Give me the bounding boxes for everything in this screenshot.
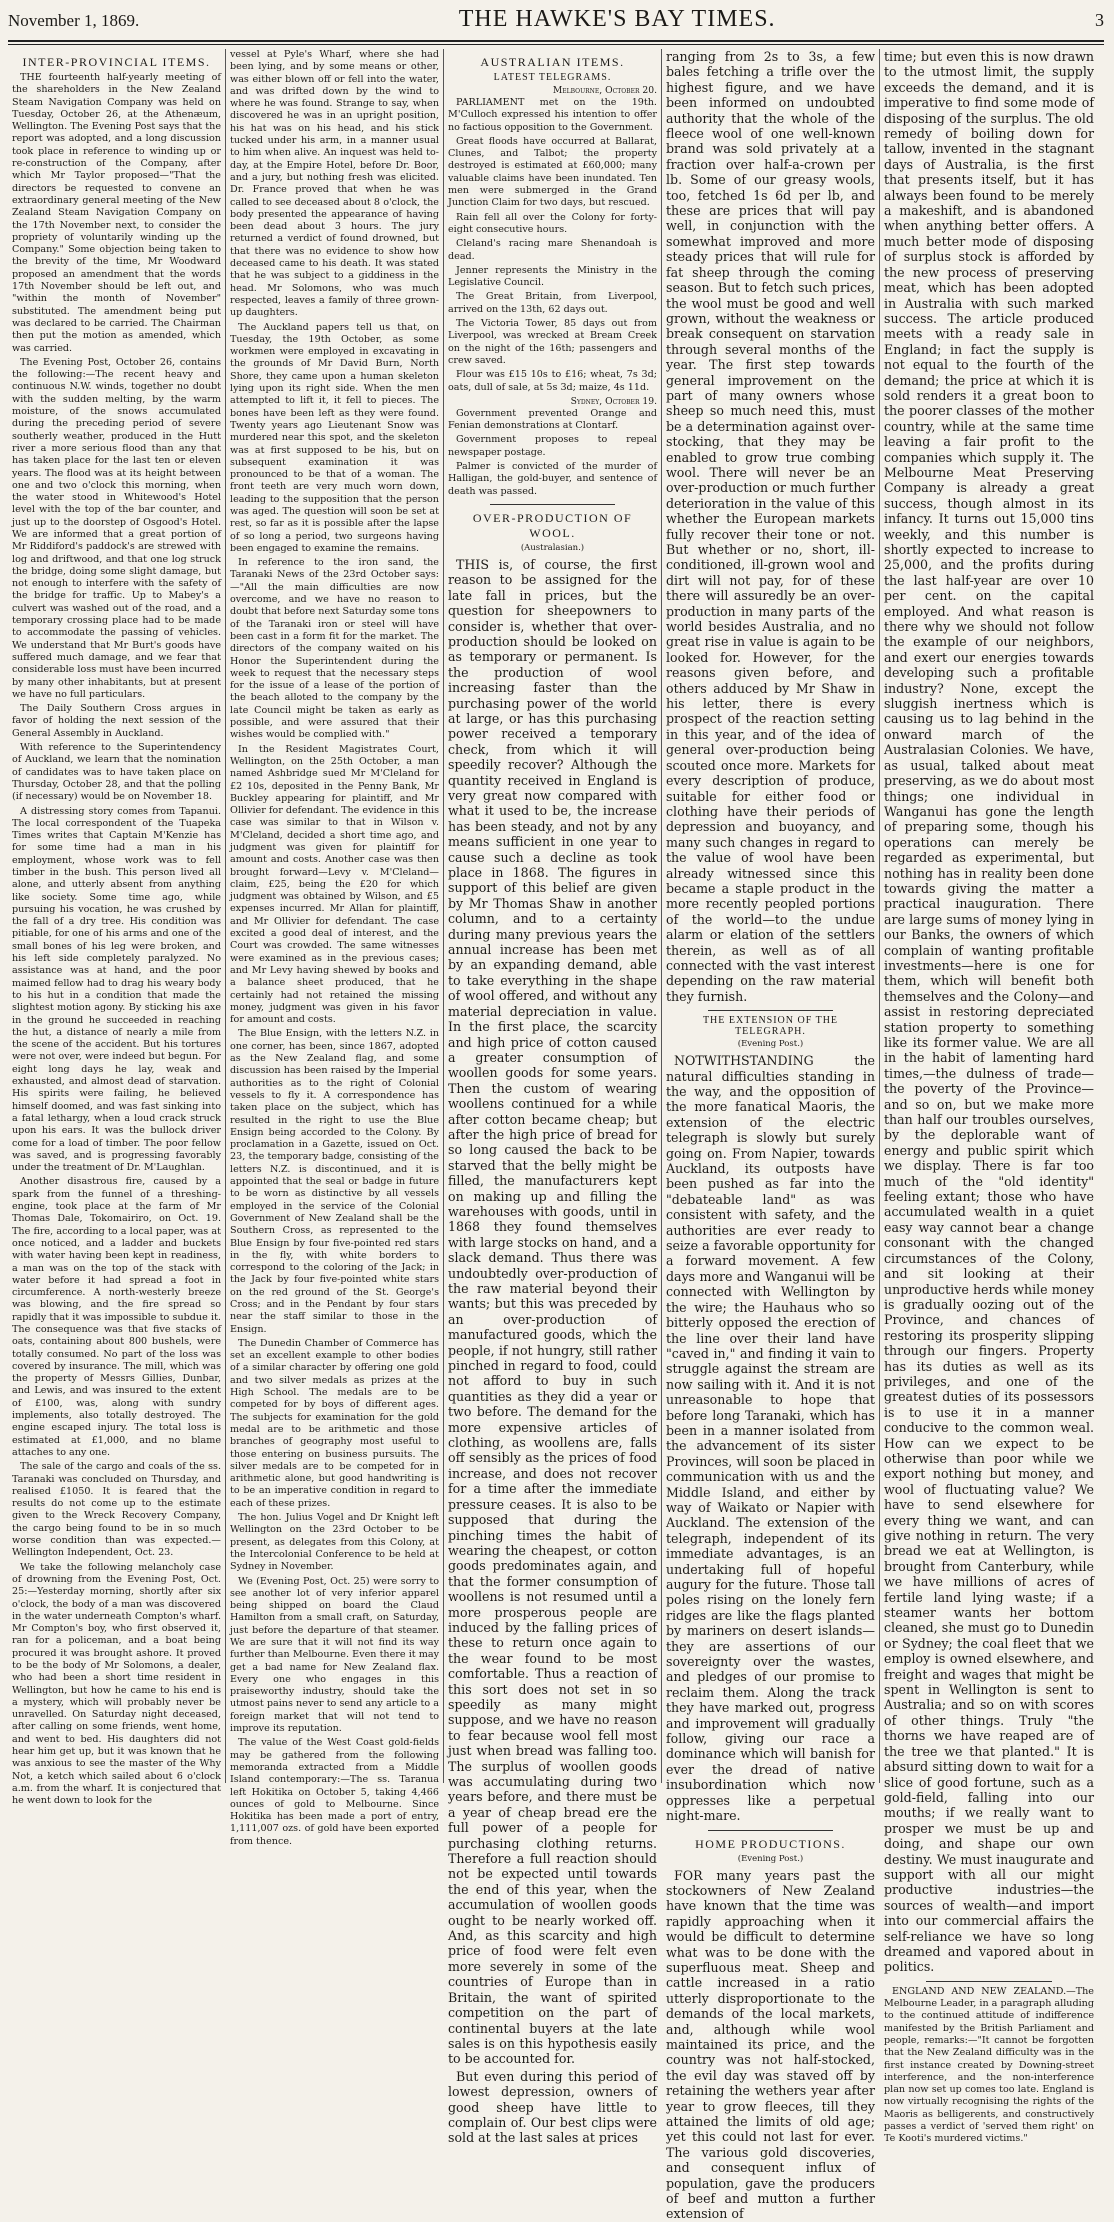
- article-paragraph: THIS is, of course, the first reason to be assigned for the late fall in prices, but the question for sheepowners to consider is, whether that over-production should be looked on as temporary or permanent. Is the production of wool increasing faster than the purchasing power of the world at large, or has this purchasing power received a temporary check, from which it will speedily recover? Although the quantity received in England is very great now compared with what it used to be, the increase has been steady, and not by any means sufficient in one year to cause such a decline as took place in 1868. The figures in support of this belief are given by Mr Thomas Shaw in another column, and to a certainty during many previous years the annual increase has been met by an expanding demand, able to take everything in the shape of wool offered, and without any material depreciation in value. In the first place, the scarcity and high price of cotton caused a greater consumption of woollen goods for some years. Then the custom of wearing woollens continued for a while after cotton became cheap; but after the high price of bread for so long caused the back to be starved that the belly might be filled, the manufacturers kept on making up and filling the warehouses with goods, until in 1868 they found themselves with large stocks on hand, and a slack demand. Thus there was undoubtedly over-production of the raw material beyond their wants; but this was preceded by an over-production of manufactured goods, which the people, if not hungry, still rather pinched in regard to food, could not afford to buy in such quantities as they did a year or two before. The demand for the more expensive articles of clothing, as woollens are, falls off sensibly as the prices of food increase, and does not recover for a time after the immediate pressure ceases. It is also to be supposed that during the pinching times the habit of wearing the cheapest, or cotton goods predominates again, and that the former consumption of woollens is not resumed until a more prosperous people are induced by the falling prices of these to return once again to the wear found to be most comfortable. Thus a reaction of this sort does not set in so speedily as many might suppose, and we have no reason to fear because wool fell most just when bread was falling too. The surplus of woollen goods was accumulating during two years before, and there must be a year of cheap bread ere the full power of a people for purchasing clothing returns. Therefore a full reaction should not be expected until towards the end of this year, when the accumulation of woollen goods ought to be nearly worked off. And, as this scarcity and high price of food were felt even more severely in some of the countries of Europe than in Britain, the want of spirited competition on the part of continental buyers at the late sales is on this hypothesis easily to be accounted for.: [448, 556, 657, 2067]
- news-item: The Great Britain, from Liverpool, arrived on the 13th, 62 days out.: [448, 291, 657, 315]
- column-5: [880, 49, 1098, 2145]
- column-2: [226, 49, 444, 1847]
- news-item: Palmer is convicted of the murder of Halligan, the gold-buyer, and sentence of death was passed.: [448, 461, 657, 497]
- section-heading: AUSTRALIAN ITEMS.: [480, 55, 625, 69]
- section-divider: [708, 1010, 833, 1011]
- issue-date: November 1, 1869.: [8, 11, 140, 30]
- page-number: 3: [1095, 10, 1104, 30]
- article-paragraph: The hon. Julius Vogel and Dr Knight left Wellington on the 23rd October to be present, as delegates from this Colony, at the Intercolonial Conference to be held at Sydney in November.: [230, 1512, 439, 1573]
- dateline: Melbourne, October 20.: [552, 85, 657, 96]
- source-credit: (Evening Post.): [737, 1039, 804, 1050]
- section-divider: [708, 1830, 833, 1831]
- news-item: Government proposes to repeal newspaper postage.: [448, 434, 657, 458]
- section-heading: THE EXTENSION OF THE TELEGRAPH.: [702, 1015, 839, 1038]
- article-paragraph: The Daily Southern Cross argues in favor of holding the next session of the General Assembly in Auckland.: [12, 703, 221, 739]
- news-item: Rain fell all over the Colony for forty-eight consecutive hours.: [448, 211, 657, 235]
- article-paragraph: ENGLAND AND NEW ZEALAND.—The Melbourne Leader, in a paragraph alluding to the continued attitude of indifference manifested by the British Parliament and people, remarks:—"It cannot be forgotten that the New Zealand difficulty was in the first instance created by Downing-street interference, and the non-interference plan now set up comes too late. England is now virtually recognising the rights of the Maoris as belligerents, and constructively passes a verdict of 'served them right' on Te Kooti's murdered victims.": [884, 1985, 1094, 2145]
- news-item: Flour was £15 10s to £16; wheat, 7s 3d; oats, dull of sale, at 5s 3d; maize, 4s 11d.: [448, 369, 657, 393]
- article-paragraph: time; but even this is now drawn to the utmost limit, the supply exceeds the demand, and it is imperative to find some mode of disposing of the surplus. The old remedy of boiling down for tallow, invented in the stagnant days of Australia, is the first that presents itself, but it has always been found to be merely a makeshift, and is abandoned when anything better offers. A much better mode of disposing of surplus stock is afforded by the new process of preserving meat, which has been adopted in Australia with such marked success. The article produced meets with a ready sale in England; in fact the supply is not equal to the fourth of the demand; the price at which it is sold renders it a great boon to the poorer classes of the mother country, while at the same time leaving a fair profit to the companies which supply it. The Melbourne Meat Preserving Company is already a great success, though almost in its infancy. It turns out 15,000 tins weekly, and this number is shortly expected to increase to 25,000, and the profits during the last half-year are over 10 per cent. on the capital employed. And what reason is there why we should not follow the example of our neighbors, and exert our energies towards developing such a profitable industry? None, except the sluggish inertness which is causing us to lag behind in the onward march of the Australasian Colonies. We have, as usual, talked about meat preserving, as we do about most things; one individual in Wanganui has gone the length of preparing some, though his operations can merely be regarded as experimental, but nothing has in reality been done towards giving the matter a practical inauguration. There are large sums of money lying in our Banks, the owners of which complain of wanting profitable investments—here is one for them, which will benefit both themselves and the Colony—and assist in restoring depreciated station property to something like its former value. We are all in the habit of lamenting hard times,—the dulness of trade—the poverty of the Province—and so on, but we make more than half our troubles ourselves, by the deplorable want of energy and public spirit which we display. There is far too much of the "old identity" feeling extant; those who have accumulated wealth in a quiet easy way cannot bear a change consonant with the changed circumstances of the Colony, and sit looking at their unproductive herds while money is gradually oozing out of the Province, and chances of restoring its prosperity slipping through our fingers. Property has its duties as well as its privileges, and one of the greatest duties of its possessors is to use it in a manner conducive to the common weal. How can we expect to be otherwise than poor while we export nothing but money, and wool of fluctuating value? We have to send elsewhere for every thing we want, and can give nothing in return. The very bread we eat at Wellington, is brought from Canterbury, while we have millions of acres of fertile land lying waste; if a steamer wants her bottom cleaned, she must go to Dunedin or Sydney; the coal fleet that we employ is owned elsewhere, and freight and wages that might be spent in Wellington is sent to Australia; and so on with scores of other things. Truly "the thorns we have reaped are of the tree we that planted." It is absurd sitting down to wait for a slice of good fortune, such as a gold-field, falling into our mouths; if we really want to prosper we must be up and doing, and shape our own destiny. We must inaugurate and support with all our might productive industries—the sources of wealth—and import into our commercial affairs the self-reliance we have so long dreamed and vapored about in politics.: [884, 49, 1094, 1975]
- column-4: [662, 49, 880, 2222]
- article-paragraph: With reference to the Superintendency of Auckland, we learn that the nomination of candidates was to have taken place on Thursday, October 28, and that the polling (if necessary) would be on November 18.: [12, 742, 221, 803]
- article-paragraph: The Blue Ensign, with the letters N.Z. in one corner, has been, since 1867, adopted as the New Zealand flag, and some discussion has been raised by the Imperial authorities as to the right of Colonial vessels to fly it. A correspondence has taken place on the subject, which has resulted in the right to use the Blue Ensign being accorded to the Colony. By proclamation in a Gazette, issued on Oct. 23, the temporary badge, consisting of the letters N.Z. is discontinued, and it is appointed that the seal or badge in future to be worn as distinctive by all vessels employed in the service of the Colonial Government of New Zealand shall be the Southern Cross, as represented to the Blue Ensign by four five-pointed red stars in the fly, with white borders to correspond to the coloring of the Jack; in the Jack by four five-pointed white stars on the red ground of the St. George's Cross; and in the Pendant by four stars near the staff similar to those in the Ensign.: [230, 1028, 439, 1335]
- section-heading: OVER-PRODUCTION OF WOOL.: [472, 510, 633, 540]
- column-3: [444, 49, 662, 2146]
- article-paragraph: The sale of the cargo and coals of the ss. Taranaki was concluded on Thursday, and realised £1050. It is feared that the results do not come up to the estimate given to the Wreck Recovery Company, the cargo being found to be in so much worse condition than was expected.—Wellington Independent, Oct. 23.: [12, 1461, 221, 1559]
- article-paragraph: But even during this period of lowest depression, owners of good sheep have little to complain of. Our best clips were sold at the last sales at prices: [448, 2068, 657, 2146]
- section-heading: HOME PRODUCTIONS.: [695, 1836, 846, 1851]
- dateline: Sydney, October 19.: [570, 395, 657, 407]
- article-paragraph: In reference to the iron sand, the Taranaki News of the 23rd October says:—"All the main difficulties are now overcome, and we have no reason to doubt that before next Saturday some tons of the Taranaki iron or steel will have been cast in a form fit for the market. The directors of the company waited on his Honor the Superintendent during the week to request that the necessary steps for the issue of a lease of the portion of the beach alloted to the company by the late Council might be taken as early as possible, and were assured that their wishes would be complied with.": [230, 557, 439, 741]
- section-heading: INTER-PROVINCIAL ITEMS.: [22, 55, 211, 69]
- article-paragraph: We take the following melancholy case of drowning from the Evening Post, Oct. 25:—Yesterday morning, shortly after six o'clock, the body of a man was discovered in the water underneath Compton's wharf. Mr Compton's boy, who first observed it, ran for a policeman, and a boat being procured it was brought ashore. It proved to be the body of Mr Solomons, a dealer, who had been a short time resident in Wellington, but how he came to his end is a mystery, which will probably never be unravelled. On Saturday night deceased, after calling on some friends, went home, and went to bed. His daughters did not hear him get up, but it was known that he was anxious to see the master of the Why Not, a ketch which sailed about 6 o'clock a.m. from the wharf. It is conjectured that he went down to look for the: [12, 1561, 221, 1807]
- masthead-rule: [8, 44, 1104, 45]
- columns: [8, 49, 1104, 2222]
- article-paragraph: vessel at Pyle's Wharf, where she had been lying, and by some means or other, was either blown off or fell into the water, and was drifted down by the wind to where he was found. Strange to say, when discovered he was in an upright position, his hat was on his head, and his stick tucked under his arm, in a manner usual to him when alive. An inquest was held to-day, at the Empire Hotel, before Dr. Boor, and a jury, but nothing fresh was elicited. Dr. France proved that when he was called to see deceased about 8 o'clock, the body presented the appearance of having been dead about 3 hours. The jury returned a verdict of found drowned, but that there was no evidence to show how deceased came to his death. It was stated that he was subject to a giddiness in the head. Mr Solomons, who was much respected, leaves a family of three grown-up daughters.: [230, 49, 439, 319]
- news-item: Great floods have occurred at Ballarat, Clunes, and Talbot; the property destroyed is estimated at £60,000; many valuable claims have been inundated. Ten men were submerged in the Grand Junction Claim for two days, but rescued.: [448, 135, 657, 209]
- news-item: Cleland's racing mare Shenandoah is dead.: [448, 238, 657, 262]
- article-paragraph: We (Evening Post, Oct. 25) were sorry to see another lot of very inferior apparel being shipped on board the Claud Hamilton from a small craft, on Saturday, just before the departure of that steamer. We are sure that it will not find its way further than Melbourne. Even there it may get a bad name for New Zealand flax. Every one who engages in this praiseworthy industry, should take the utmost pains never to send any article to a foreign market that will not tend to improve its reputation.: [230, 1575, 439, 1735]
- article-paragraph: Another disastrous fire, caused by a spark from the funnel of a threshing-engine, took place at the farm of Mr Thomas Dale, Tokomairiro, on Oct. 19. The fire, according to a local paper, was at once noticed, and a ladder and buckets with water having been kept in readiness, a man was on the top of the stack with water before it had spread a foot in circumference. A north-westerly breeze was blowing, and the fire spread so rapidly that it was impossible to subdue it. The consequence was that five stacks of oats, containing about 800 bushels, were totally consumed. No part of the loss was covered by insurance. The mill, which was the property of Messrs Gillies, Dunbar, and Lewis, and was insured to the extent of £100, was, along with sundry implements, also totally destroyed. The engine escaped injury. The total loss is estimated at £1,000, and no blame attaches to any one.: [12, 1176, 221, 1458]
- masthead: [8, 6, 1104, 42]
- article-paragraph: In the Resident Magistrates Court, Wellington, on the 25th October, a man named Ashbridge sued Mr M'Cleland for £2 10s, deposited in the Penny Bank, Mr Buckley appearing for plaintiff, and Mr Ollivier for defendant. The evidence in this case was similar to that in Wilson v. M'Cleland, decided a short time ago, and judgment was given for plaintiff for amount and costs. Another case was then brought forward—Levy v. M'Cleland—claim, £25, being the £20 for which judgment was obtained by Wilson, and £5 expenses incurred. Mr Allan for plaintiff, and Mr Ollivier for defendant. The case excited a good deal of interest, and the Court was crowded. The same witnesses were examined as in the previous cases; and Mr Levy having shewed by books and a balance sheet produced, that he certainly had not retained the missing money, judgment was given in his favor for amount and costs.: [230, 743, 439, 1026]
- article-paragraph: The Dunedin Chamber of Commerce has set an excellent example to other bodies of a similar character by offering one gold and two silver medals as prizes at the High School. The medals are to be competed for by boys of different ages. The subjects for examination for the gold medal are to be arithmetic and those branches of geography most useful to those entering on business pursuits. The silver medals are to be competed for in arithmetic alone, but good handwriting is to be an imperative condition in regard to each of these prizes.: [230, 1337, 439, 1509]
- article-paragraph: NOTWITHSTANDING the natural difficulties standing in the way, and the opposition of the more fanatical Maoris, the extension of the electric telegraph is slowly but surely going on. From Napier, towards Auckland, its outposts have been pushed as far into the "debateable land" as was consistent with safety, and the authorities are ever ready to seize a favorable opportunity for a forward movement. A few days more and Wanganui will be connected with Wellington by the wire; the Hauhaus who so bitterly opposed the erection of the line over their land have "caved in," and finding it vain to struggle against the stream are now sailing with it. And it is not unreasonable to hope that before long Taranaki, which has been in a manner isolated from the advancement of its sister Provinces, will soon be placed in communication with us and the Middle Island, and either by way of Waikato or Napier with Auckland. The extension of the telegraph, independent of its immediate advantages, is an undertaking full of hopeful augury for the future. Those tall poles rising on the lonely fern ridges are like the flags planted by mariners on desert islands—they are assertions of our sovereignty over the wastes, and pledges of our promise to reclaim them. Along the track they have marked out, progress and improvement will gradually follow, giving our race a dominance which will banish for ever the dread of native insubordination which now oppresses like a perpetual night-mare.: [666, 1053, 875, 1824]
- news-item: Government prevented Orange and Fenian demonstrations at Clontarf.: [448, 407, 657, 432]
- section-divider: [490, 504, 615, 505]
- news-item: The Victoria Tower, 85 days out from Liverpool, was wrecked at Bream Creek on the night of the 16th; passengers and crew saved.: [448, 318, 657, 366]
- article-paragraph: ranging from 2s to 3s, a few bales fetching a trifle over the highest figure, and we have been informed on undoubted authority that the whole of the fleece wool of one well-known brand was sold privately at a fraction over half-a-crown per lb. Some of our greasy wools, too, fetched 1s 6d per lb, and these are prices that will pay well, in conjunction with the somewhat improved and more steady prices that will rule for fat sheep through the coming season. But to fetch such prices, the wool must be good and well grown, without the weakness or break consequent on starvation through several months of the year. The first step towards general improvement on the part of many owners whose sheep so much need this, must be a determination against over-stocking, that they may be enabled to grow true combing wool. There will never be an over-production or much further deterioration in the value of this whether the European markets fully recover their tone or not. But whether or no, short, ill-conditioned, ill-grown wool and dirt will not pay, for of these there will assuredly be an over-production in many parts of the world besides Australia, and no great rise in value is again to be looked for. However, for the reasons given before, and others adduced by Mr Shaw in his letter, there is every prospect of the reaction setting in this year, and of the idea of general over-production being scouted once more. Markets for every description of produce, suitable for either food or clothing have their periods of depression and buoyancy, and many such changes in regard to the value of wool have been already witnessed since this became a staple product in the more recently peopled portions of the world—to the undue alarm or elation of the settlers therein, as well as of all connected with the vast interest depending on the raw material they furnish.: [666, 49, 875, 1004]
- article-paragraph: THE fourteenth half-yearly meeting of the shareholders in the New Zealand Steam Navigation Company was held on Tuesday, October 26, at the Athenæum, Wellington. The Evening Post says that the report was adopted, and a long discussion took place in reference to winding up or re-construction of the Company, after which Mr Taylor proposed—"That the directors be requested to convene an extraordinary general meeting of the New Zealand Steam Navigation Company on the 17th November next, to consider the propriety of voluntarily winding up the Company." Some objection being taken to the brevity of the time, Mr Woodward proposed an amendment that the words 17th November should be left out, and "within the month of November" substituted. The amendment being put was declared to be carried. The Chairman then put the motion as amended, which was carried.: [12, 72, 221, 354]
- section-subheading: LATEST TELEGRAMS.: [493, 72, 612, 83]
- section-divider: [926, 1981, 1052, 1982]
- column-1: [8, 49, 226, 1807]
- source-credit: (Evening Post.): [737, 1853, 804, 1864]
- article-paragraph: The value of the West Coast gold-fields may be gathered from the following memoranda extracted from a Middle Island contemporary:—The ss. Taranua left Hokitika on October 5, taking 4,466 ounces of gold to Melbourne. Since Hokitika has been made a port of entry, 1,111,007 ozs. of gold have been exported from thence.: [230, 1737, 439, 1847]
- article-paragraph: The Evening Post, October 26, contains the following:—The recent heavy and continuous N.W. winds, together no doubt with the sudden melting, by the warm moisture, of the snows accumulated during the preceding period of severe southerly weather, produced in the Hutt river a more serious flood than any that has taken place for the last ten or eleven years. The flood was at its height between one and two o'clock this morning, when the water stood in Whitewood's Hotel level with the top of the bar counter, and just up to the doorstep of Osgood's Hotel. We are informed that a great portion of Mr Riddiford's paddock's are strewed with log and driftwood, and that one log struck the bridge, doing some slight damage, but not enough to interfere with the safety of the bridge for traffic. Up to Mabey's a culvert was washed out of the road, and a temporary crossing place had to be made to accommodate the passing of vehicles. We understand that Mr Burt's goods have suffered much damage, and we fear that considerable loss must have been incurred by many other inhabitants, but at present we have no full particulars.: [12, 356, 221, 700]
- article-paragraph: The Auckland papers tell us that, on Tuesday, the 19th October, as some workmen were employed in excavating in the grounds of Mr David Burn, North Shore, they came upon a human skeleton lying upon its right side. When the men attempted to lift it, it fell to pieces. The bones have been left as they were found. Twenty years ago Lieutenant Snow was murdered near this spot, and the skeleton was at first supposed to be his, but on subsequent examination it was pronounced to be that of a woman. The front teeth are very much worn down, leading to the supposition that the person was aged. The question will soon be set at rest, so far as it is possible after the lapse of so long a period, two surgeons having been engaged to examine the remains.: [230, 321, 439, 554]
- source-credit: (Australasian.): [520, 542, 585, 553]
- article-paragraph: FOR many years past the stockowners of New Zealand have known that the time was rapidly approaching when it would be difficult to determine what was to be done with the superfluous meat. Sheep and cattle increased in a ratio utterly disproportionate to the demands of the local markets, and, although while wool maintained its price, and the country was not half-stocked, the evil day was staved off by retaining the wethers year after year to grow fleeces, till they attained the limits of old age; yet this could not last for ever. The various gold discoveries, and consequent influx of population, gave the producers of beef and mutton a further extension of: [666, 1867, 875, 2222]
- newspaper-title: THE HAWKE'S BAY TIMES.: [458, 6, 776, 32]
- news-item: PARLIAMENT met on the 19th. M'Culloch expressed his intention to offer no factious opposition to the Government.: [448, 97, 657, 133]
- article-paragraph: A distressing story comes from Tapanui. The local correspondent of the Tuapeka Times writes that Captain M'Kenzie has for some time had a man in his employment, whose work was to fell timber in the bush. This person lived all alone, and utterly absent from anything like society. Some time ago, while pursuing his vocation, he was crushed by the fall of a dry tree. His condition was pitiable, for one of his arms and one of the small bones of his leg were broken, and his left side completely paralyzed. No assistance was at hand, and the poor maimed fellow had to drag his weary body to his hut in a condition that made the slightest motion agony. By sticking his axe in the ground he succeeded in reaching the hut, a distance of nearly a mile from the scene of the accident. But his tortures were not over, were indeed but begun. For eight long days he lay, weak and exhausted, and almost dead of starvation. His spirits were failing, he believed himself doomed, and was fast sinking into a fatal lethargy, when a loud crack struck upon his ears. It was the bullock driver come for a load of timber. The poor fellow was saved, and is progressing favorably under the treatment of Dr. M'Laughlan.: [12, 805, 221, 1174]
- news-item: Jenner represents the Ministry in the Legislative Council.: [448, 264, 657, 289]
